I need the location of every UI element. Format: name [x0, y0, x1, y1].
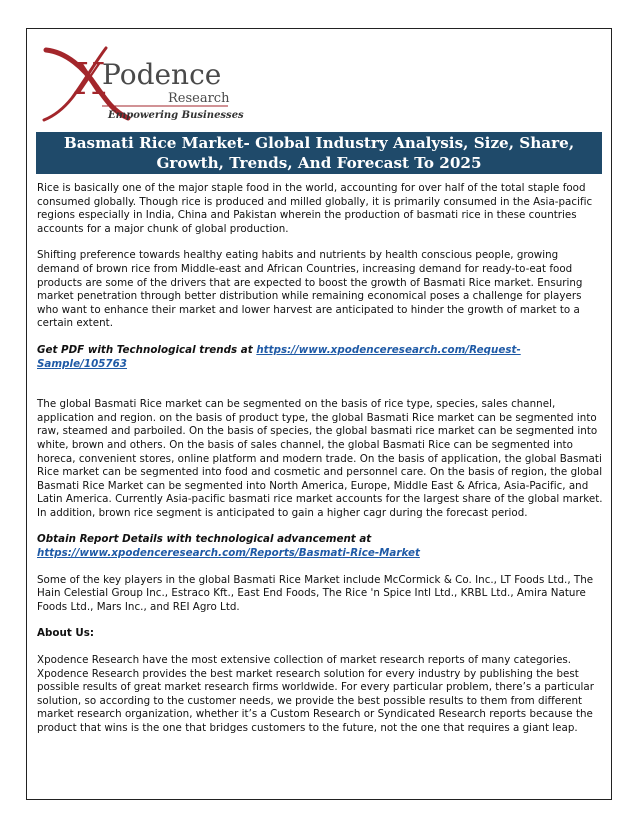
report-details-link[interactable]: https://www.xpodenceresearch.com/Reports/Basmati-Rice-Market	[37, 547, 420, 560]
about-paragraph: Xpodence Research have the most extensive collection of market research reports of many categories. Xpodence Research provides the best market research solution for every industry by publishing the best possible results of great market research firms worldwide. For every particular problem, there’s a particular solution, so according to the customer needs, we provide the best possible results to them from different market research organization, whether it’s a Custom Research or Syndicated Research reports because the product that wins is the one that bridges customers to the future, not the one that requires a giant leap.	[37, 654, 594, 734]
about-heading: About Us:	[37, 627, 95, 640]
xpodence-logo	[36, 42, 256, 124]
segmentation-paragraph: The global Basmati Rice market can be segmented on the basis of rice type, species, sales channel, application and region. on the basis of product type, the global Basmati Rice market can be segmented into raw, steamed and parboiled. On the basis of species, the global basmati rice market can be segmented into white, brown and others. On the basis of sales channel, the global Basmati Rice can be segmented into horeca, convenient stores, online platform and modern trade. On the basis of application, the global Basmati Rice market can be segmented into food and cosmetic and personnel care. On the basis of region, the global Basmati Rice Market can be segmented into North America, Europe, Middle East & Africa, Asia-Pacific, and Latin America. Currently Asia-pacific basmati rice market accounts for the largest share of the global market. In addition, brown rice segment is anticipated to gain a higher cagr during the forecast period.	[37, 398, 603, 519]
request-sample-link[interactable]: https://www.xpodenceresearch.com/Request-Sample/105763	[37, 343, 521, 370]
logo-brand-sub: Research	[168, 91, 230, 106]
drivers-paragraph: Shifting preference towards healthy eating habits and nutrients by health conscious people, growing demand of brown rice from Middle-east and African Countries, increasing demand for ready-to-eat food products are some of the drivers that are expected to boost the growth of Basmati Rice market. Ensuring market penetration through better distribution while remaining economical poses a challenge for players who want to enhance their market and lower harvest are anticipated to hinder the growth of market to a certain extent.	[37, 249, 583, 330]
details-promo	[37, 533, 603, 560]
details-label: Obtain Report Details with technological advancement at	[37, 533, 372, 546]
pdf-promo	[37, 344, 603, 371]
document-title: Basmati Rice Market- Global Industry Analysis, Size, Share, Growth, Trends, And Forecast To 2025	[36, 132, 602, 174]
document-body	[37, 182, 603, 736]
logo-brand-name: Podence	[102, 58, 222, 91]
logo-x: X	[74, 54, 106, 105]
logo-tagline: Empowering Businesses	[108, 110, 244, 121]
intro-paragraph: Rice is basically one of the major staple food in the world, accounting for over half of the total staple food consumed globally. Though rice is produced and milled globally, it is primarily consumed in the Asia-pacific regions especially in India, China and Pakistan wherein the production of basmati rice in these countries accounts for a major chunk of global production.	[37, 182, 593, 235]
pdf-label: Get PDF with Technological trends at	[37, 343, 257, 356]
key-players-paragraph: Some of the key players in the global Basmati Rice Market include McCormick & Co. Inc., LT Foods Ltd., The Hain Celestial Group Inc., Estraco Kft., East End Foods, The Rice 'n Spice Intl Ltd., KRBL Ltd., Amira Nature Foods Ltd., Mars Inc., and REI Agro Ltd.	[37, 573, 594, 613]
